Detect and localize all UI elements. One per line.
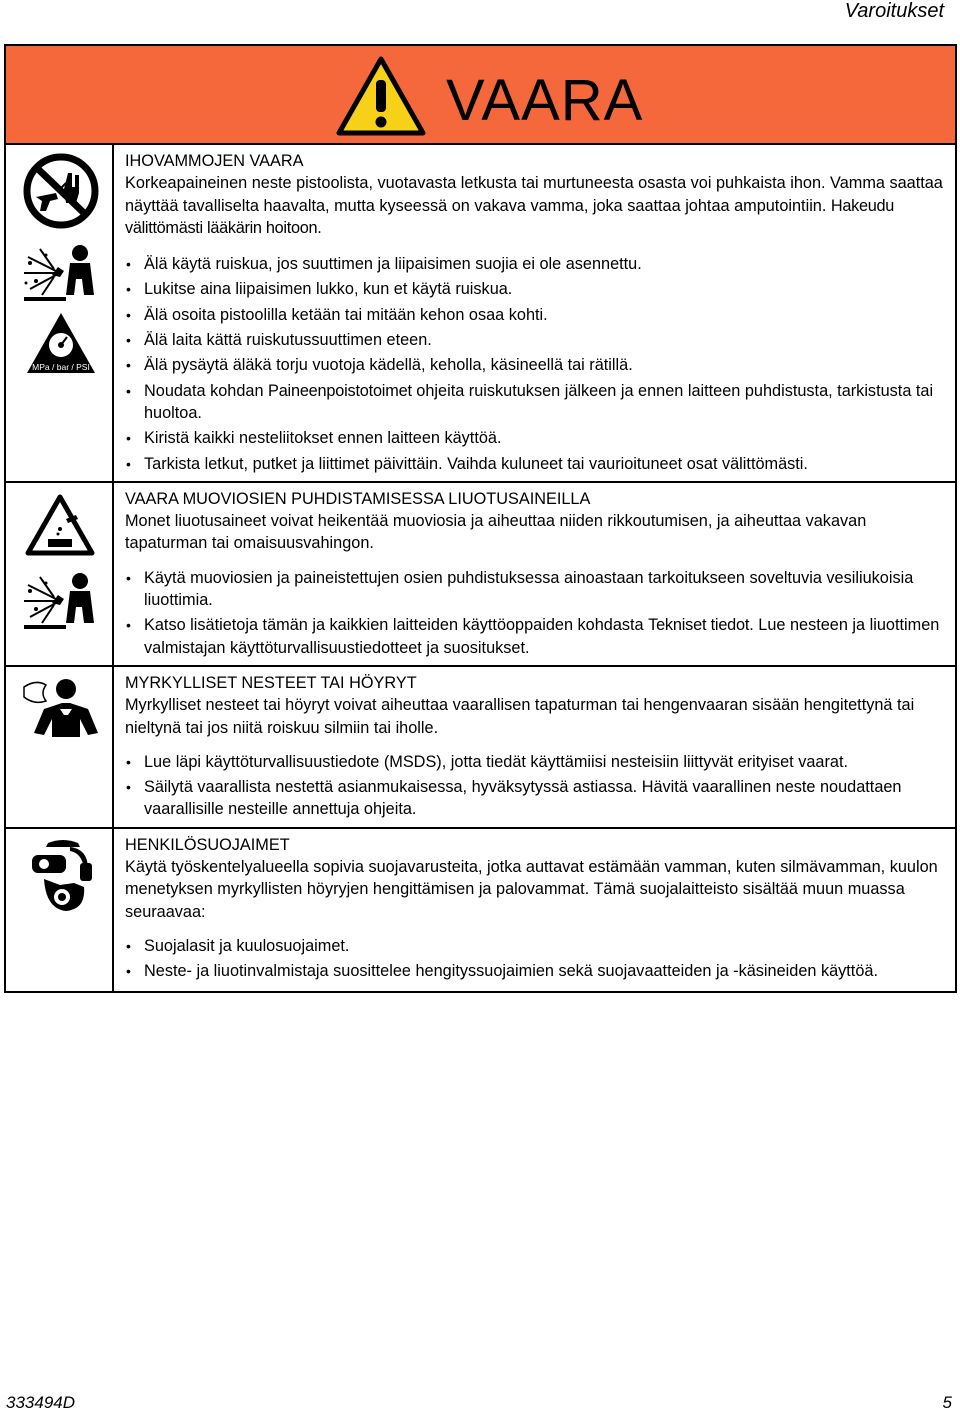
- gauge-label: MPa / bar / PSI: [32, 362, 90, 372]
- danger-banner: [6, 46, 955, 145]
- section-content: [114, 483, 955, 665]
- section-icons: [6, 145, 114, 481]
- section-icons: [6, 483, 114, 665]
- list-item: • Lukitse aina liipaisimen lukko, kun et käytä ruiskua.: [125, 278, 945, 300]
- list-item: • Älä käytä ruiskua, jos suuttimen ja liipaisimen suojia ei ole asennettu.: [125, 253, 945, 275]
- section-content: [114, 145, 955, 481]
- list-item: • Älä osoita pistoolilla ketään tai mitään kehon osaa kohti.: [125, 304, 945, 326]
- section-toxic-fluids: [6, 665, 955, 827]
- section-content: [114, 829, 955, 991]
- list-item: • Katso lisätietoja tämän ja kaikkien laitteiden käyttöoppaiden kohdasta Tekniset tiedot. Lue nesteen ja liuottimen valmistajan käyttöturvallisuustiedotteet ja suositukset.: [125, 614, 945, 659]
- list-item: • Tarkista letkut, putket ja liittimet päivittäin. Vaihda kuluneet tai vaurioituneet osat välittömästi.: [125, 453, 945, 475]
- toxic-fumes-icon: [22, 675, 102, 739]
- section-icons: [6, 829, 114, 991]
- bullet-list: [125, 751, 945, 821]
- skin-injection-icon: [18, 237, 102, 305]
- list-item: • Noudata kohdan Paineenpoistotoimet ohjeita ruiskutuksen jälkeen ja ennen laitteen puhdistusta, tarkistusta tai huoltoa.: [125, 380, 945, 425]
- protective-equipment-icon: [30, 839, 96, 915]
- list-item: • Lue läpi käyttöturvallisuustiedote (MSDS), jotta tiedät käyttämiisi nesteisiin liittyvät erityiset vaarat.: [125, 751, 945, 773]
- list-item: • Älä pysäytä äläkä torju vuotoja kädellä, keholla, käsineellä tai rätillä.: [125, 354, 945, 376]
- list-item: • Älä laita kättä ruiskutussuuttimen eteen.: [125, 329, 945, 351]
- warning-triangle-icon: [336, 56, 426, 136]
- section-intro: Korkeapaineinen neste pistoolista, vuotavasta letkusta tai murtuneesta osasta voi puhkaista ihon. Vamma saattaa näyttää tavalliselta haavalta, mutta kyseessä on vakava vamma, joka saattaa johtaa amputointiin. Hakeudu välittömästi lääkärin hoitoon.: [125, 174, 943, 237]
- chemical-hazard-icon: [24, 493, 96, 557]
- footer-page-number: 5: [942, 1393, 952, 1412]
- footer-doc-number: 333494D: [6, 1393, 76, 1412]
- list-item: • Suojalasit ja kuulosuojaimet.: [125, 935, 945, 957]
- intro-emphasis: Hakeudu välittömästi lääkärin hoitoon.: [125, 196, 894, 237]
- list-item: • Neste- ja liuotinvalmistaja suosittelee hengityssuojaimien sekä suojavaatteiden ja -käsineiden käyttöä.: [125, 960, 945, 982]
- section-heading: IHOVAMMOJEN VAARA: [125, 152, 304, 170]
- bullet-list: [125, 567, 945, 659]
- section-content: [114, 667, 955, 827]
- section-intro: Myrkylliset nesteet tai höyryt voivat aiheuttaa vaarallisen tapaturman tai hengenvaaran sisään hengitettynä tai nieltynä tai jos niitä roiskuu silmiin tai iholle.: [125, 696, 915, 737]
- section-plastic-solvent: [6, 481, 955, 665]
- list-item: • Käytä muoviosien ja paineistettujen osien puhdistuksessa ainoastaan tarkoitukseen soveltuvia vesiliukoisia liuottimia.: [125, 567, 945, 612]
- list-item: • Kiristä kaikki nesteliitokset ennen laitteen käyttöä.: [125, 427, 945, 449]
- no-hand-near-gun-icon: [22, 153, 100, 229]
- section-intro: Käytä työskentelyalueella sopivia suojavarusteita, jotka auttavat estämään vamman, kuten silmävamman, kuulon menetyksen myrkyllisten höyryjen hengittämisen ja palovammat. Tämä suojalaitteisto sisältää muun muassa seuraavaa:: [125, 858, 938, 921]
- list-item: • Säilytä vaarallista nestettä asianmukaisessa, hyväksytyssä astiassa. Hävitä vaarallinen neste noudattaen vaarallisille nesteille annettuja ohjeita.: [125, 776, 945, 821]
- section-heading: VAARA MUOVIOSIEN PUHDISTAMISESSA LIUOTUSAINEILLA: [125, 489, 591, 508]
- cross-reference-link[interactable]: Paineenpoistotoimet: [268, 381, 412, 400]
- danger-title: VAARA: [446, 68, 644, 133]
- section-icons: [6, 667, 114, 827]
- pressure-gauge-icon: [25, 311, 97, 375]
- cross-reference-link[interactable]: Tekniset tiedot: [648, 616, 750, 635]
- bullet-list: [125, 935, 945, 983]
- section-intro: Monet liuotusaineet voivat heikentää muoviosia ja aiheuttaa niiden rikkoutumisen, ja aiheuttaa vakavan tapaturman tai omaisuusvahingon.: [125, 512, 867, 553]
- bullet-list: [125, 253, 945, 475]
- running-header-section: Varoitukset: [844, 0, 944, 22]
- skin-injection-icon: [18, 565, 102, 633]
- section-heading: HENKILÖSUOJAIMET: [125, 835, 290, 854]
- section-skin-injection: [6, 145, 955, 481]
- section-heading: MYRKYLLISET NESTEET TAI HÖYRYT: [125, 673, 417, 692]
- warning-table: [4, 44, 957, 993]
- section-ppe: [6, 827, 955, 991]
